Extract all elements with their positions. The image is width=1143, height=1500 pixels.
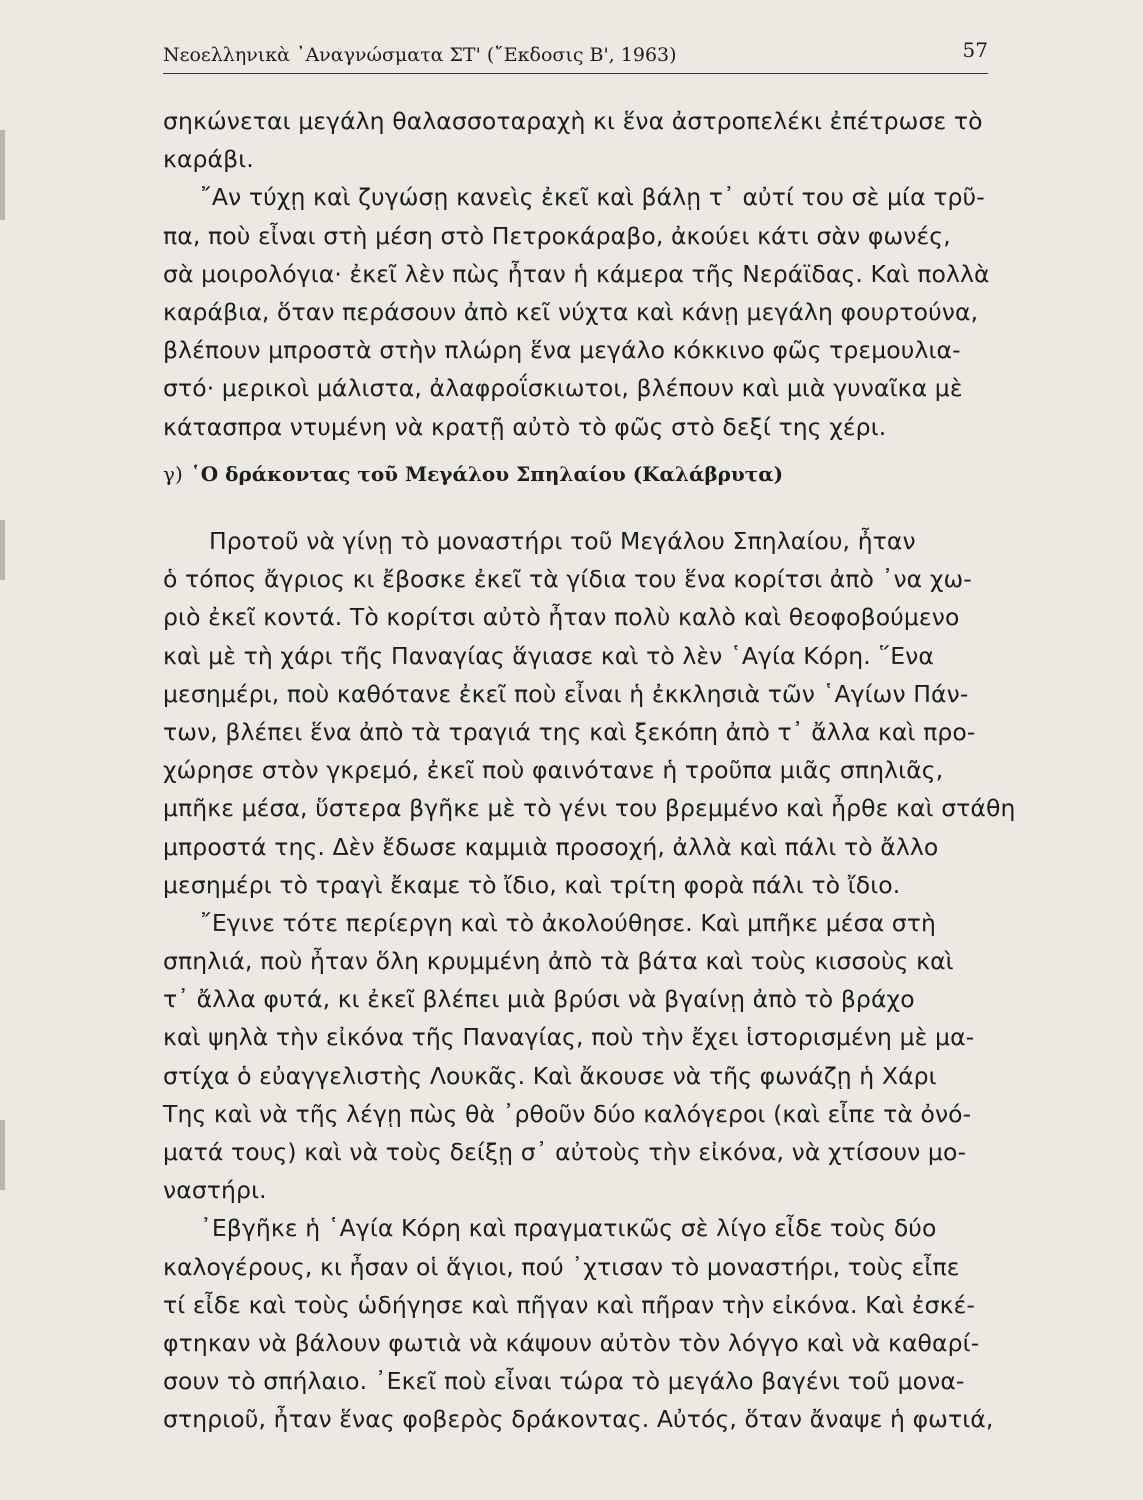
text-line: Της καὶ νὰ τῆς λέγῃ πὼς θὰ ᾽ρθοῦν δύο καλόγεροι (καὶ εἶπε τὰ ὀνό- [163, 1099, 972, 1128]
text-line: ναστήρι. [163, 1176, 267, 1205]
text-line: στίχα ὁ εὐαγγελιστὴς Λουκᾶς. Καὶ ἄκουσε νὰ τῆς φωνάζῃ ἡ Χάρι [163, 1061, 937, 1090]
text-line: των, βλέπει ἕνα ἀπὸ τὰ τραγιά της καὶ ξεκόπη ἀπὸ τ᾽ ἄλλα καὶ προ- [163, 717, 976, 746]
text-line: ματά τους) καὶ νὰ τοὺς δείξῃ σ᾽ αὐτοὺς τὴν εἰκόνα, νὰ χτίσουν μο- [163, 1138, 967, 1166]
section-heading [163, 456, 1006, 492]
header-rule [163, 73, 988, 74]
text-line: σὰ μοιρολόγια· ἐκεῖ λὲν πὼς ἦταν ἡ κάμερα τῆς Νεράϊδας. Καὶ πολλὰ [163, 259, 990, 288]
text-line: χώρησε στὸν γκρεμό, ἐκεῖ ποὺ φαινότανε ἡ τροῦπα μιᾶς σπηλιᾶς, [163, 756, 944, 785]
text-line: καὶ ψηλὰ τὴν εἰκόνα τῆς Παναγίας, ποὺ τὴν ἔχει ἱστορισμένη μὲ μα- [163, 1023, 975, 1052]
section-2-text [163, 522, 1016, 1439]
text-line: τί εἶδε καὶ τοὺς ὡδήγησε καὶ πῆγαν καὶ πῆραν τὴν εἰκόνα. Καὶ ἐσκέ- [163, 1290, 975, 1319]
text-line: πα, ποὺ εἶναι στὴ μέση στὸ Πετροκάραβο, ἀκούει κάτι σὰν φωνές, [163, 221, 951, 250]
text-line: ῎Αν τύχῃ καὶ ζυγώσῃ κανεὶς ἐκεῖ καὶ βάλῃ τ᾽ αὐτί του σὲ μία τρῦ- [200, 183, 985, 212]
text-line: σουν τὸ σπήλαιο. ᾿Εκεῖ ποὺ εἶναι τώρα τὸ μεγάλο βαγένι τοῦ μονα- [163, 1367, 965, 1396]
text-line: καράβι. [163, 145, 254, 174]
text-line: στηριοῦ, ἦταν ἕνας φοβερὸς δράκοντας. Αὐτός, ὅταν ἄναψε ἡ φωτιά, [163, 1405, 994, 1434]
text-line: ριὸ ἐκεῖ κοντά. Τὸ κορίτσι αὐτὸ ἦταν πολὺ καλὸ καὶ θεοφοβούμενο [163, 603, 960, 632]
text-line: μεσημέρι τὸ τραγὶ ἔκαμε τὸ ἴδιο, καὶ τρίτη φορὰ πάλι τὸ ἴδιο. [163, 870, 901, 899]
text-line: μπῆκε μέσα, ὕστερα βγῆκε μὲ τὸ γένι του βρεμμένο καὶ ἦρθε καὶ στάθη [163, 794, 1016, 823]
section-letter: γ) [163, 462, 183, 486]
text-line: ὁ τόπος ἄγριος κι ἔβοσκε ἐκεῖ τὰ γίδια του ἕνα κορίτσι ἀπὸ ᾽να χω- [163, 565, 972, 594]
text-line: τ᾽ ἄλλα φυτά, κι ἐκεῖ βλέπει μιὰ βρύσι νὰ βγαίνῃ ἀπὸ τὸ βράχο [163, 985, 915, 1014]
text-line: καλογέρους, κι ἦσαν οἱ ἅγιοι, πού ᾽χτισαν τὸ μοναστήρι, τοὺς εἶπε [163, 1252, 960, 1281]
section-title: ῾Ο δράκοντας τοῦ Μεγάλου Σπηλαίου (Καλάβρυτα) [190, 462, 784, 486]
text-line: φτηκαν νὰ βάλουν φωτιὰ νὰ κάψουν αὐτὸν τὸν λόγγο καὶ νὰ καθαρί- [163, 1328, 980, 1357]
section-heading-block [163, 456, 1006, 528]
section-1-text [163, 102, 1006, 446]
page-number: 57 [962, 38, 988, 62]
text-line: κάτασπρα ντυμένη νὰ κρατῇ αὐτὸ τὸ φῶς στὸ δεξί της χέρι. [163, 412, 887, 441]
text-line: μπροστά της. Δὲν ἔδωσε καμμιὰ προσοχή, ἀλλὰ καὶ πάλι τὸ ἄλλο [163, 832, 939, 861]
scan-edge-mark [0, 1120, 5, 1190]
text-line: καὶ μὲ τὴ χάρι τῆς Παναγίας ἅγιασε καὶ τὸ λὲν ῾Αγία Κόρη. ῞Ενα [163, 641, 934, 670]
running-header [163, 38, 988, 74]
scan-edge-mark [0, 520, 5, 580]
text-line: στό· μερικοὶ μάλιστα, ἀλαφροΐσκιωτοι, βλέπουν καὶ μιὰ γυναῖκα μὲ [163, 374, 963, 403]
header-title: Νεοελληνικὰ ᾿Αναγνώσματα ΣΤ' (῎Εκδοσις Β', 1963) [163, 44, 677, 66]
text-line: σπηλιά, ποὺ ἦταν ὅλη κρυμμένη ἀπὸ τὰ βάτα καὶ τοὺς κισσοὺς καὶ [163, 947, 954, 976]
text-line: καράβια, ὅταν περάσουν ἀπὸ κεῖ νύχτα καὶ κάνῃ μεγάλη φουρτούνα, [163, 297, 979, 326]
text-line: Προτοῦ νὰ γίνῃ τὸ μοναστήρι τοῦ Μεγάλου Σπηλαίου, ἦταν [209, 527, 916, 555]
text-line: σηκώνεται μεγάλη θαλασσοταραχὴ κι ἕνα ἀστροπελέκι ἐπέτρωσε τὸ [163, 107, 983, 135]
scan-edge-mark [0, 130, 5, 220]
text-line: μεσημέρι, ποὺ καθότανε ἐκεῖ ποὺ εἶναι ἡ ἐκκλησιὰ τῶν ῾Αγίων Πάν- [163, 679, 969, 708]
text-line: ᾿Εβγῆκε ἡ ῾Αγία Κόρη καὶ πραγματικῶς σὲ λίγο εἶδε τοὺς δύο [200, 1214, 937, 1243]
text-line: βλέπουν μπροστὰ στὴν πλώρη ἕνα μεγάλο κόκκινο φῶς τρεμουλια- [163, 336, 961, 365]
text-line: ῎Εγινε τότε περίεργη καὶ τὸ ἀκολούθησε. Καὶ μπῆκε μέσα στὴ [200, 908, 936, 937]
